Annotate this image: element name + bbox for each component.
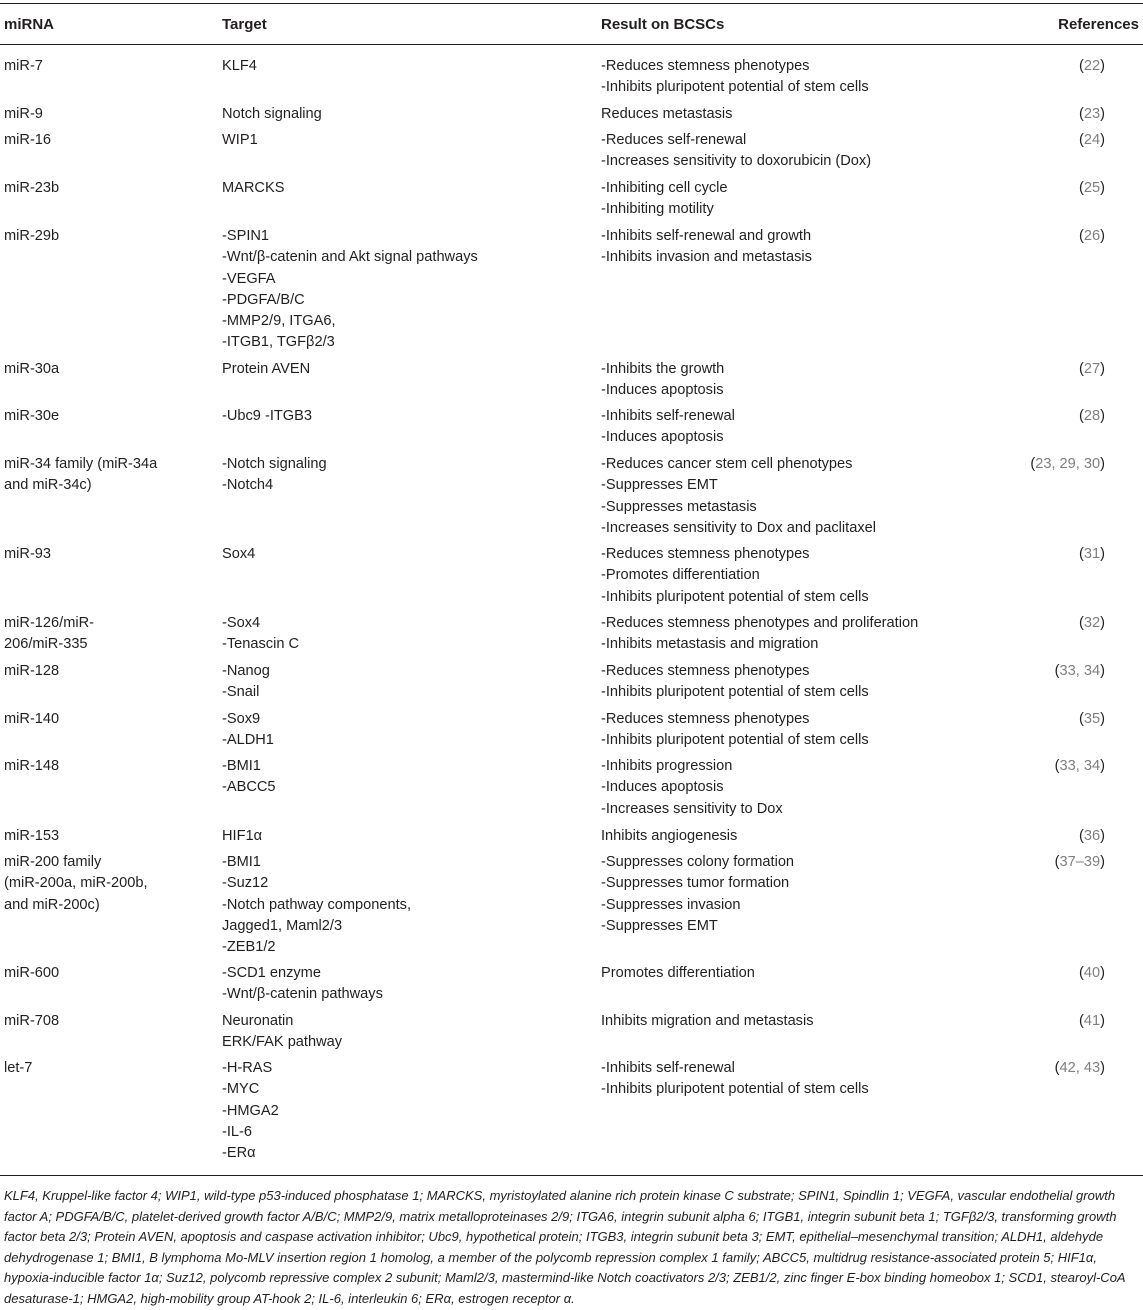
- target-cell-line: Sox4: [222, 546, 256, 562]
- result-cell: [601, 852, 794, 937]
- target-cell-line: Notch signaling: [222, 106, 322, 122]
- target-cell-line: -H-RAS: [222, 1060, 273, 1076]
- reference-cell: (23): [1079, 106, 1105, 122]
- result-cell: [601, 661, 869, 704]
- result-cell-line: Reduces metastasis: [601, 106, 733, 122]
- mirna-cell-line: (miR-200a, miR-200b,: [4, 875, 148, 892]
- reference-link[interactable]: 33, 34: [1059, 758, 1101, 774]
- target-cell-line: -Notch signaling: [222, 456, 327, 472]
- target-cell-line: Neuronatin: [222, 1013, 294, 1029]
- result-cell-line: -Suppresses EMT: [601, 917, 718, 934]
- target-cell: [222, 1058, 279, 1164]
- result-cell: [601, 104, 732, 125]
- result-cell-line: -Promotes differentiation: [601, 567, 760, 584]
- result-cell-line: -Suppresses invasion: [601, 896, 741, 913]
- mirna-cell: [4, 1058, 32, 1079]
- result-cell-line: -Increases sensitivity to doxorubicin (Dox): [601, 153, 872, 170]
- target-cell-line: -SCD1 enzyme: [222, 965, 321, 981]
- mirna-cell-line: miR-29b: [4, 228, 60, 244]
- result-cell-line: -Reduces stemness phenotypes and proliferation: [601, 615, 919, 631]
- target-cell-line: Protein AVEN: [222, 361, 311, 377]
- target-cell-line: -Sox4: [222, 615, 261, 631]
- target-cell-line: -Wnt/β-catenin pathways: [222, 986, 383, 1003]
- reference-link[interactable]: 33, 34: [1059, 663, 1101, 679]
- target-cell: [222, 226, 478, 354]
- reference-cell: (37–39): [1054, 854, 1105, 870]
- target-cell-line: -SPIN1: [222, 228, 270, 244]
- target-cell-line: -ERα: [222, 1145, 256, 1162]
- header-result: Result on BCSCs: [601, 16, 725, 33]
- target-cell-line: Jagged1, Maml2/3: [222, 917, 343, 934]
- reference-link[interactable]: 25: [1083, 180, 1101, 196]
- result-cell-line: -Inhibits self-renewal: [601, 408, 735, 424]
- reference-link[interactable]: 22: [1083, 58, 1101, 74]
- result-cell: [601, 226, 812, 269]
- mirna-cell-line: miR-30e: [4, 408, 60, 424]
- reference-cell: (35): [1079, 711, 1105, 727]
- target-cell-line: -MMP2/9, ITGA6,: [222, 313, 336, 330]
- target-cell-line: -Notch4: [222, 477, 274, 494]
- target-cell: [222, 852, 411, 958]
- result-cell: [601, 613, 918, 656]
- target-cell-line: -BMI1: [222, 854, 261, 870]
- result-cell-line: -Inhibits pluripotent potential of stem cells: [601, 1081, 869, 1098]
- reference-link[interactable]: 27: [1083, 361, 1101, 377]
- reference-link[interactable]: 23, 29, 30: [1035, 456, 1101, 472]
- mirna-cell: [4, 178, 59, 199]
- target-cell-line: -PDGFA/B/C: [222, 291, 305, 308]
- mirna-cell: [4, 1011, 59, 1032]
- reference-link[interactable]: 31: [1083, 546, 1101, 562]
- reference-link[interactable]: 42, 43: [1059, 1060, 1101, 1076]
- mirna-cell-line: miR-9: [4, 106, 43, 122]
- target-cell: [222, 826, 262, 847]
- target-cell: [222, 104, 322, 125]
- mirna-cell: [4, 544, 51, 565]
- mirna-cell: [4, 756, 59, 777]
- target-cell: [222, 56, 257, 77]
- reference-cell: (24): [1079, 132, 1105, 148]
- result-cell-line: -Inhibits pluripotent potential of stem cells: [601, 588, 869, 605]
- reference-cell: (32): [1079, 615, 1105, 631]
- reference-link[interactable]: 23: [1083, 106, 1101, 122]
- result-cell: [601, 963, 755, 984]
- reference-cell: (23, 29, 30): [1030, 456, 1105, 472]
- target-cell-line: KLF4: [222, 58, 257, 74]
- result-cell-line: -Reduces stemness phenotypes: [601, 711, 810, 727]
- mirna-cell-line: let-7: [4, 1060, 33, 1076]
- target-cell-line: -BMI1: [222, 758, 261, 774]
- reference-link[interactable]: 35: [1083, 711, 1101, 727]
- result-cell: [601, 1058, 869, 1101]
- target-cell-line: -Tenascin C: [222, 636, 300, 653]
- result-cell: [601, 56, 869, 99]
- target-cell: [222, 613, 299, 656]
- target-cell: [222, 756, 276, 799]
- mirna-cell-line: miR-140: [4, 711, 60, 727]
- target-cell-line: -ABCC5: [222, 779, 276, 796]
- mirna-cell-line: miR-200 family: [4, 854, 102, 870]
- mirna-cell: [4, 709, 59, 730]
- result-cell-line: -Suppresses EMT: [601, 477, 718, 494]
- reference-cell: (33, 34): [1054, 663, 1105, 679]
- reference-link[interactable]: 32: [1083, 615, 1101, 631]
- header-references: References: [1058, 16, 1139, 33]
- result-cell-line: -Reduces cancer stem cell phenotypes: [601, 456, 853, 472]
- reference-cell: (42, 43): [1054, 1060, 1105, 1076]
- target-cell-line: ERK/FAK pathway: [222, 1034, 343, 1051]
- mirna-cell-line: miR-708: [4, 1013, 60, 1029]
- mirna-cell-line: and miR-200c): [4, 896, 100, 913]
- result-cell-line: -Induces apoptosis: [601, 382, 724, 399]
- target-cell-line: -VEGFA: [222, 270, 276, 287]
- mirna-cell: [4, 406, 59, 427]
- table-footnote: KLF4, Kruppel-like factor 4; WIP1, wild-type p53-induced phosphatase 1; MARCKS, myristoylated alanine rich protein kinase C substrate; SPIN1, Spindlin 1; VEGFA, vascular endothelial growth factor A; PDGFA/B/C, platelet-derived growth factor A/B/C; MMP2/9, matrix metalloproteinases 2/9; ITGA6, integrin subunit alpha 6; ITGB1, integrin subunit beta 1; TGFβ2/3, transforming growth factor beta 2/3; Protein AVEN, apoptosis and caspase activation inhibitor; Ubc9, hypothetical protein; ITGB3, integrin subunit beta 3; EMT, epithelial–mesenchymal transition; ALDH1, aldehyde dehydrogenase 1; BMI1, B lymphoma Mo-MLV insertion region 1 homolog, a member of the polycomb repression complex 1 family; ABCC5, multidrug resistance-associated protein 5; HIF1α, hypoxia-inducible factor 1α; Suz12, polycomb repressive complex 2 subunit; Maml2/3, mastermind-like Notch coactivators 2/3; ZEB1/2, zinc finger E-box binding homeobox 1; SCD1, stearoyl-CoA desaturase-1; HMGA2, high-mobility group AT-hook 2; IL-6, interleukin 6; ERα, estrogen receptor α.: [4, 1188, 1126, 1306]
- table-header-rule: [0, 44, 1143, 45]
- result-cell-line: Promotes differentiation: [601, 965, 755, 981]
- result-cell-line: -Inhibiting cell cycle: [601, 180, 728, 196]
- table-top-rule: [0, 3, 1143, 4]
- reference-cell: (36): [1079, 828, 1105, 844]
- target-cell: [222, 963, 383, 1006]
- target-cell-line: -MYC: [222, 1081, 260, 1098]
- target-cell-line: -ALDH1: [222, 732, 274, 749]
- result-cell-line: Inhibits angiogenesis: [601, 828, 738, 844]
- target-cell-line: -ZEB1/2: [222, 939, 276, 956]
- reference-cell: (31): [1079, 546, 1105, 562]
- result-cell-line: -Reduces stemness phenotypes: [601, 546, 810, 562]
- result-cell-line: -Inhibits pluripotent potential of stem cells: [601, 79, 869, 96]
- result-cell: [601, 709, 869, 752]
- result-cell-line: -Inhibits self-renewal: [601, 1060, 735, 1076]
- result-cell-line: -Suppresses metastasis: [601, 498, 757, 515]
- target-cell-line: -Sox9: [222, 711, 261, 727]
- result-cell: [601, 359, 724, 402]
- target-cell-line: -Ubc9 -ITGB3: [222, 408, 313, 424]
- target-cell-line: -ITGB1, TGFβ2/3: [222, 334, 335, 351]
- target-cell-line: -Suz12: [222, 875, 269, 892]
- result-cell: [601, 1011, 814, 1032]
- target-cell: [222, 544, 255, 565]
- mirna-cell: [4, 826, 59, 847]
- table-bottom-rule: [0, 1175, 1143, 1176]
- result-cell-line: -Inhibits self-renewal and growth: [601, 228, 812, 244]
- result-cell-line: -Suppresses tumor formation: [601, 875, 790, 892]
- target-cell: [222, 661, 270, 704]
- mirna-cell-line: miR-153: [4, 828, 60, 844]
- mirna-cell: [4, 359, 59, 380]
- result-cell-line: -Induces apoptosis: [601, 779, 724, 796]
- reference-link[interactable]: 24: [1083, 132, 1101, 148]
- reference-cell: (22): [1079, 58, 1105, 74]
- reference-cell: (27): [1079, 361, 1105, 377]
- target-cell-line: -Notch pathway components,: [222, 896, 412, 913]
- reference-link[interactable]: 41: [1083, 1013, 1101, 1029]
- mirna-cell-line: miR-23b: [4, 180, 60, 196]
- target-cell: [222, 709, 274, 752]
- reference-cell: (26): [1079, 228, 1105, 244]
- reference-cell: (33, 34): [1054, 758, 1105, 774]
- reference-link[interactable]: 40: [1083, 965, 1101, 981]
- result-cell: [601, 178, 728, 221]
- result-cell-line: -Reduces stemness phenotypes: [601, 663, 810, 679]
- mirna-cell-line: miR-93: [4, 546, 52, 562]
- result-cell-line: Inhibits migration and metastasis: [601, 1013, 814, 1029]
- mirna-cell: [4, 852, 148, 916]
- mirna-cell-line: miR-34 family (miR-34a: [4, 456, 158, 472]
- mirna-cell-line: miR-30a: [4, 361, 60, 377]
- result-cell-line: -Inhibits pluripotent potential of stem cells: [601, 684, 869, 701]
- mirna-cell-line: miR-148: [4, 758, 60, 774]
- result-cell-line: -Increases sensitivity to Dox and paclitaxel: [601, 519, 876, 536]
- header-mirna: miRNA: [4, 16, 55, 33]
- target-cell-line: -Wnt/β-catenin and Akt signal pathways: [222, 249, 478, 266]
- target-cell-line: MARCKS: [222, 180, 285, 196]
- reference-link[interactable]: 26: [1083, 228, 1101, 244]
- mirna-cell: [4, 226, 59, 247]
- mirna-cell: [4, 104, 43, 125]
- result-cell: [601, 406, 735, 449]
- result-cell: [601, 130, 871, 173]
- target-cell-line: HIF1α: [222, 828, 263, 844]
- target-cell: [222, 454, 327, 497]
- result-cell-line: -Inhibits pluripotent potential of stem cells: [601, 732, 869, 749]
- mirna-cell: [4, 56, 43, 77]
- mirna-cell-line: miR-128: [4, 663, 60, 679]
- mirna-cell: [4, 130, 51, 151]
- mirna-cell-line: miR-126/miR-: [4, 615, 94, 631]
- reference-cell: (41): [1079, 1013, 1105, 1029]
- target-cell-line: -Nanog: [222, 663, 270, 679]
- result-cell-line: -Inhibiting motility: [601, 201, 714, 218]
- result-cell-line: -Reduces stemness phenotypes: [601, 58, 810, 74]
- result-cell-line: -Reduces self-renewal: [601, 132, 747, 148]
- reference-cell: (25): [1079, 180, 1105, 196]
- result-cell: [601, 544, 869, 608]
- target-cell: [222, 359, 310, 380]
- mirna-cell-line: 206/miR-335: [4, 636, 88, 653]
- mirna-cell-line: miR-16: [4, 132, 52, 148]
- target-cell-line: -IL-6: [222, 1123, 253, 1140]
- target-cell: [222, 406, 312, 427]
- result-cell-line: -Increases sensitivity to Dox: [601, 800, 783, 817]
- target-cell-line: -Snail: [222, 684, 260, 701]
- result-cell-line: -Inhibits the growth: [601, 361, 725, 377]
- mirna-cell: [4, 454, 157, 497]
- result-cell: [601, 454, 876, 539]
- result-cell-line: -Inhibits invasion and metastasis: [601, 249, 812, 266]
- mirna-cell-line: miR-600: [4, 965, 60, 981]
- mirna-cell-line: and miR-34c): [4, 477, 92, 494]
- target-cell: [222, 1011, 342, 1054]
- result-cell-line: -Induces apoptosis: [601, 429, 724, 446]
- result-cell-line: -Inhibits progression: [601, 758, 733, 774]
- reference-link[interactable]: 28: [1083, 408, 1101, 424]
- mirna-cell: [4, 661, 59, 682]
- target-cell-line: WIP1: [222, 132, 258, 148]
- reference-link[interactable]: 36: [1083, 828, 1101, 844]
- mirna-cell: [4, 963, 59, 984]
- header-target: Target: [222, 16, 267, 33]
- reference-link[interactable]: 37–39: [1059, 854, 1101, 870]
- reference-cell: (40): [1079, 965, 1105, 981]
- result-cell: [601, 826, 737, 847]
- target-cell: [222, 130, 258, 151]
- result-cell: [601, 756, 783, 820]
- mirna-cell-line: miR-7: [4, 58, 43, 74]
- reference-cell: (28): [1079, 408, 1105, 424]
- result-cell-line: -Inhibits metastasis and migration: [601, 636, 819, 653]
- result-cell-line: -Suppresses colony formation: [601, 854, 795, 870]
- target-cell: [222, 178, 284, 199]
- target-cell-line: -HMGA2: [222, 1102, 279, 1119]
- mirna-cell: [4, 613, 94, 656]
